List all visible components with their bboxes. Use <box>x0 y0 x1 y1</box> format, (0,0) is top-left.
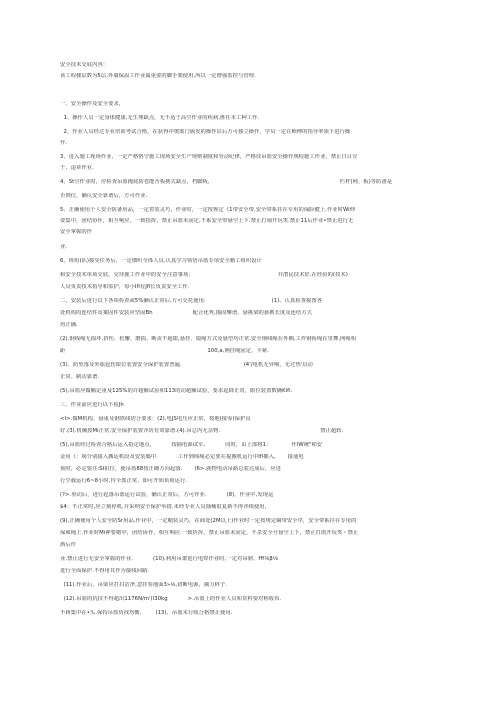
document-title <box>60 62 452 69</box>
line-text: 栏杆(网、板)等防备是 <box>339 179 393 185</box>
text-line <box>60 140 452 147</box>
line-text: (3)、防坠落及外旅起伤限位装置安全保护装置普遍. <box>60 362 182 368</box>
line-text: 预时，必定要注:SI拍位，使吊篮88按正确方向起落. <box>60 466 183 472</box>
line-text: (8)、作业中,发现运 <box>226 492 274 498</box>
text-line <box>60 504 452 511</box>
text-line <box>60 193 452 200</box>
text-line <box>60 244 452 251</box>
line-text: 4、St空作业时，应检查吊篮掩底防卷能否板挑式缺点，档脚板, <box>60 179 210 185</box>
line-text: 干、违章作业. <box>60 165 94 171</box>
text-line <box>60 542 452 549</box>
text-line <box>60 402 452 409</box>
text-line <box>60 284 452 291</box>
text-line <box>60 362 452 369</box>
text-line <box>60 115 452 122</box>
text-line <box>60 229 452 236</box>
text-line <box>60 179 452 186</box>
text-line <box>60 492 452 499</box>
line-text: 安全技术交底内容： <box>60 62 109 68</box>
text-line <box>60 454 452 461</box>
text-line <box>60 298 452 305</box>
line-text: 和安全技术单项交底，交待施工作业中的安全注意事项； <box>60 272 194 278</box>
line-text: 工作到线绳必定要在提搬机运行中Ifl插入, <box>177 454 276 460</box>
line-text: 要集中，团结协作，相互响应，一致指挥，禁止吊篮未固定,不系安全带悬空上下.禁止打闹开玩笑.禁止11后作业•禁止进行无 <box>60 218 354 224</box>
text-line <box>60 207 452 214</box>
text-line <box>60 466 452 473</box>
line-text: (5),吊篮应做额定重及125%的许超额试验和113的动超额试验，要求起降正常，限位装置数确Kifi. <box>60 388 293 394</box>
line-text: 配合优秀,锚固攀谱，悬挑梁的悬携长度及连结方式 <box>192 310 313 316</box>
text-line <box>60 530 452 537</box>
line-text: 该工程楼层数为5层,外墙保温工作业属重要的脚手架使用,所以一定增强监控与管理. <box>60 73 256 79</box>
text-line <box>60 258 452 265</box>
line-text: 同时，由上部将1： <box>225 442 272 448</box>
line-text: 不蒋集中在•头.保持吊篮负找均衡. <box>60 610 142 616</box>
line-text: 酒后作 <box>60 542 77 548</box>
line-text: (12).吊篮的仇技不得超出1176N/m'(l30kg <box>60 596 168 602</box>
line-text: 正常、制动靠谱. <box>60 374 100 380</box>
text-line <box>60 568 452 575</box>
line-text: >.吊篮上的作业人员和货料要对称收布. <box>187 596 282 602</box>
text-line <box>60 518 452 525</box>
line-text: (11).作业后、吊梁应打扫洁净,忽挂奏地面3»⅛,切断电源，摘力秤子. <box>60 582 228 588</box>
line-text: (6>,就物电动吊路总装达成后，应进 <box>194 466 281 472</box>
line-text: (5),吊篮经过检查合格后运入指定地点, <box>60 442 152 448</box>
line-text: (13)、吊篮未行收合格禁止使用. <box>155 610 233 616</box>
text-line <box>60 556 452 563</box>
text-line <box>60 310 452 317</box>
line-text: 并潜民技术好,在经验的(技术) <box>277 272 348 278</box>
text-line <box>60 101 452 108</box>
line-text: (10),利用吊架进行电焊作业时,一定对吊鼎、fff⅛β⅛ <box>152 556 278 562</box>
line-text: 行空载运行6~8小时,待全部正常，即可开始负荷运行. <box>60 478 188 484</box>
text-line <box>60 416 452 423</box>
text-line <box>60 596 452 603</box>
line-text: 100,a,例挂绳固定、卡紧. <box>207 348 269 354</box>
line-text: 按捕电源试车, <box>171 442 206 448</box>
line-text: 作IW统"和安 <box>291 442 323 448</box>
line-text: (2).钢线绳无损坏,挤伤、松懈、磨损、断丧不超限,悬挂、镜绳方式及悬型均正常.安全钢线绳在外侧,工作钢衔绳在里舞,网绳相 <box>60 336 357 342</box>
line-text: (9),正确使用个人安全防Sr用品,作业中，一定鞘装灵巧，在商处(2M以上)作业时一定按规定嫡带安全序，安全带系挂在专用的 <box>60 518 357 524</box>
line-text: 作. <box>60 140 68 146</box>
line-text: 保疯绳上.作业时Mi神要嗯中，团结协作，相互响应.一致折挥，禁止吊篮未固定，不杀安全号悬空上下，禁止打雨开玩笑・禁止 <box>60 530 359 536</box>
text-line <box>60 129 452 136</box>
text-line <box>60 322 452 329</box>
text-line <box>60 348 452 355</box>
line-text: 均正确. <box>60 322 78 328</box>
line-text: 处机构的连结件及案固件安装应坚固Bh <box>60 310 153 316</box>
line-text: 人员负责技术指导和监护，每小Ifl有Jfl长负责安全工作. <box>60 284 190 290</box>
line-text: 金用《：竭分别接入搬运机段及安装偶中. <box>60 454 158 460</box>
text-line <box>60 442 452 449</box>
line-text: 业.禁止进行无安全掌握的作业. <box>60 556 133 562</box>
line-text: 三、作业前应进行以下检Jh <box>60 402 124 408</box>
line-text: 6、班组(队)接受任务后，一定细织全体人员,认真学习领悟吊篮专项安全籍工组织设计 <box>60 258 262 264</box>
line-text: 否到位，确认安全靠谱后，方可作业. <box>60 193 148 199</box>
text-line <box>60 610 452 617</box>
text-line <box>60 388 452 395</box>
intro-paragraph <box>60 73 452 80</box>
line-text: 3、进入施工现场作业，一定严格恪守施工现场安全生产规则制度和劳动纪律，严格技吊篮安全操作规程施工作业，禁止日目宣 <box>60 154 358 160</box>
line-text: <I>.做M机构、悬重及钢铁线切合要求：(2),电JS电压应正常，按地(接零)保护良 <box>60 416 251 422</box>
text-line <box>60 218 452 225</box>
text-line <box>60 154 452 161</box>
line-text: 距 <box>60 348 66 354</box>
text-line <box>60 272 452 279</box>
text-line <box>60 428 452 435</box>
text-line <box>60 165 452 172</box>
line-text: 好.(3).机械按Mi正常,安全保护装置齐坊有效靠谱.(4).吊总内无杂物. <box>60 428 221 434</box>
line-text: (4'/电机无异响，无过热'启动 <box>243 362 313 368</box>
line-text: (1)、认真检查握图各 <box>271 298 323 304</box>
line-text: (?>.垂动后，进行起落吊篮运行试验，确认正常后，方可作业. <box>60 492 207 498</box>
line-text: 进行全面保护.不得用其作为接线回路. <box>60 568 150 574</box>
text-line <box>60 582 452 589</box>
line-text: 禁止超软. <box>320 428 344 434</box>
line-text: 一、安全操作及安全要求， <box>60 101 125 107</box>
text-line <box>60 478 452 485</box>
text-line <box>60 374 452 381</box>
line-text: 5、正确使用个人安全防备用品，一定着装灵巧，作业时，一定按规定《1带安全带,安全带系挂在专用的保险健上.作业时Wi伸 <box>60 207 356 213</box>
line-text: 安全掌握的作 <box>60 229 93 235</box>
line-text: 二、安装后进行以下各项检查或5%确认正常后,方可交托使用. <box>60 298 206 304</box>
line-text: 1、操作人员一定身体健康,无生理缺点，无不适于高空作业的疾病,胜任本工种工作. <box>60 115 260 121</box>
line-text: 2、作业人员经过专业培训考试合格，在获得中奥部门颁发的操作证后方可独立操作，学员一定在师傅的指导率领下进行操 <box>60 129 351 135</box>
line-text: $4：不正常时,应立刻停机,并采纳安全保护举措.未经专业人员抽械很复新不得齐续使用， <box>60 504 270 510</box>
line-text: 业. <box>60 244 68 250</box>
text-line <box>60 336 452 343</box>
line-text: 接通电 <box>287 454 304 460</box>
